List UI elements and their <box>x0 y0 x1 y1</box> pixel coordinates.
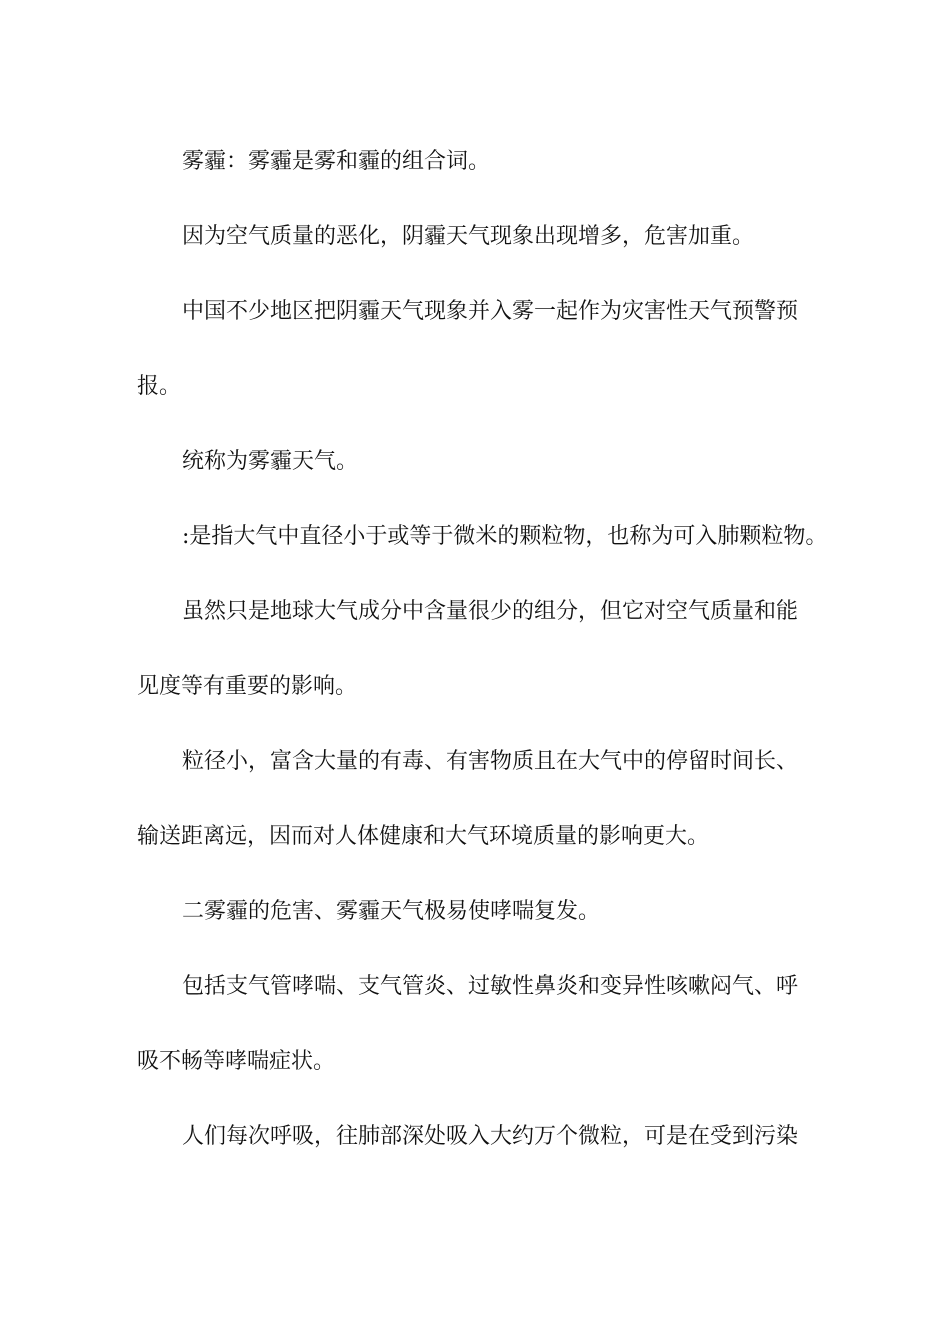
paragraph-component-line-2: 见度等有重要的影响。 <box>137 674 358 699</box>
paragraph-asthma-line-1: 包括支气管哮喘、支气管炎、过敏性鼻炎和变异性咳嗽闷气、呼 <box>182 974 799 999</box>
paragraph-asthma-line-2: 吸不畅等哮喘症状。 <box>137 1049 336 1074</box>
paragraph-particle-size-line-1: 粒径小，富含大量的有毒、有害物质且在大气中的停留时间长、 <box>182 749 799 774</box>
paragraph-particle-size-line-2: 输送距离远，因而对人体健康和大气环境质量的影响更大。 <box>137 824 710 849</box>
paragraph-air-quality: 因为空气质量的恶化，阴霾天气现象出现增多，危害加重。 <box>182 224 755 249</box>
paragraph-warning-line-1: 中国不少地区把阴霾天气现象并入雾一起作为灾害性天气预警预 <box>182 299 799 324</box>
paragraph-haze-weather: 统称为雾霾天气。 <box>182 449 359 474</box>
paragraph-component-line-1: 虽然只是地球大气成分中含量很少的组分，但它对空气质量和能 <box>182 599 799 624</box>
paragraph-haze-definition: 雾霾：雾霾是雾和霾的组合词。 <box>182 149 491 174</box>
paragraph-haze-harm: 二雾霾的危害、雾霾天气极易使哮喘复发。 <box>182 899 601 924</box>
paragraph-particle-definition: :是指大气中直径小于或等于微米的颗粒物，也称为可入肺颗粒物。 <box>182 524 828 549</box>
paragraph-breathing: 人们每次呼吸，往肺部深处吸入大约万个微粒，可是在受到污染 <box>182 1124 799 1149</box>
paragraph-warning-line-2: 报。 <box>137 374 182 399</box>
